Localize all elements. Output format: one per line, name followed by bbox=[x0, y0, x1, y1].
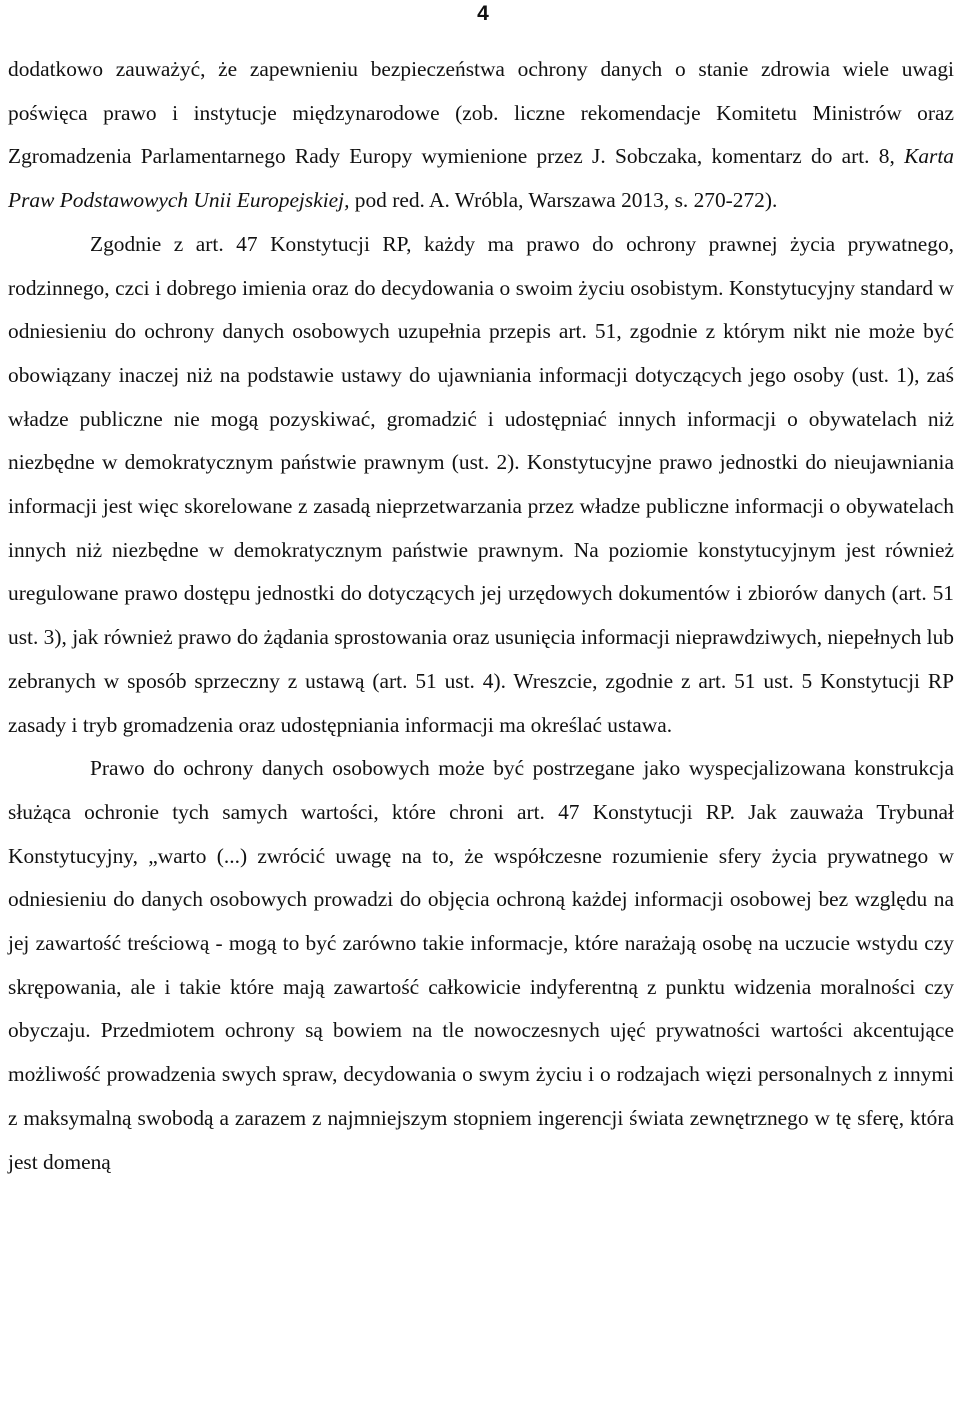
paragraph-1-text-end: pod red. A. Wróbla, Warszawa 2013, s. 270-272). bbox=[349, 188, 778, 213]
cited-work-title: Karta Praw Podstawowych Unii Europejskiej, bbox=[8, 144, 954, 213]
paragraph-1 bbox=[8, 48, 954, 223]
paragraph-2-text: Zgodnie z art. 47 Konstytucji RP, każdy ma prawo do ochrony prawnej życia prywatnego, rodzinnego, czci i dobrego imienia oraz do decydowania o swoim życiu osobistym. Konstytucyjny standard w odniesieniu do ochrony danych osobowych uzupełnia przepis art. 51, zgodnie z którym nikt nie może być obowiązany inaczej niż na podstawie ustawy do ujawniania informacji dotyczących jego osoby (ust. 1), zaś władze publiczne nie mogą pozyskiwać, gromadzić i udostępniać innych informacji o obywatelach niż niezbędne w demokratycznym państwie prawnym (ust. 2). Konstytucyjne prawo jednostki do nieujawniania informacji jest więc skorelowane z zasadą nieprzetwarzania przez władze publiczne informacji o obywatelach innych niż niezbędne w demokratycznym państwie prawnym. Na poziomie konstytucyjnym jest również uregulowane prawo dostępu jednostki do dotyczących jej urzędowych dokumentów i zbiorów danych (art. 51 ust. 3), jak również prawo do żądania sprostowania oraz usunięcia informacji nieprawdziwych, niepełnych lub zebranych w sposób sprzeczny z ustawą (art. 51 ust. 4). Wreszcie, zgodnie z art. 51 ust. 5 Konstytucji RP zasady i tryb gromadzenia oraz udostępniania informacji ma określać ustawa. bbox=[8, 231, 954, 737]
page-number: 4 bbox=[477, 2, 489, 25]
paragraph-2 bbox=[8, 223, 954, 747]
paragraph-1-text: dodatkowo zauważyć, że zapewnieniu bezpieczeństwa ochrony danych o stanie zdrowia wiele uwagi poświęca prawo i instytucje międzynarodowe (zob. liczne rekomendacje Komitetu Ministrów oraz Zgromadzenia Parlamentarnego Rady Europy wymienione przez J. Sobczaka, komentarz do art. 8, bbox=[8, 57, 954, 169]
document-body bbox=[8, 48, 954, 1184]
paragraph-3 bbox=[8, 747, 954, 1184]
paragraph-3-text: Prawo do ochrony danych osobowych może być postrzegane jako wyspecjalizowana konstrukcja służąca ochronie tych samych wartości, które chroni art. 47 Konstytucji RP. Jak zauważa Trybunał Konstytucyjny, „warto (...) zwrócić uwagę na to, że współczesne rozumienie sfery życia prywatnego w odniesieniu do danych osobowych prowadzi do objęcia ochroną każdej informacji osobowej bez względu na jej zawartość treściową - mogą to być zarówno takie informacje, które narażają osobę na uczucie wstydu czy skrępowania, ale i takie które mają zawartość całkowicie indyferentną z punktu widzenia moralności czy obyczaju. Przedmiotem ochrony są bowiem na tle nowoczesnych ujęć prywatności wartości akcentujące możliwość prowadzenia swych spraw, decydowania o swym życiu i o rodzajach więzi personalnych z innymi z maksymalną swobodą a zarazem z najmniejszym stopniem ingerencji świata zewnętrznego w tę sferę, która jest domeną bbox=[8, 756, 954, 1174]
